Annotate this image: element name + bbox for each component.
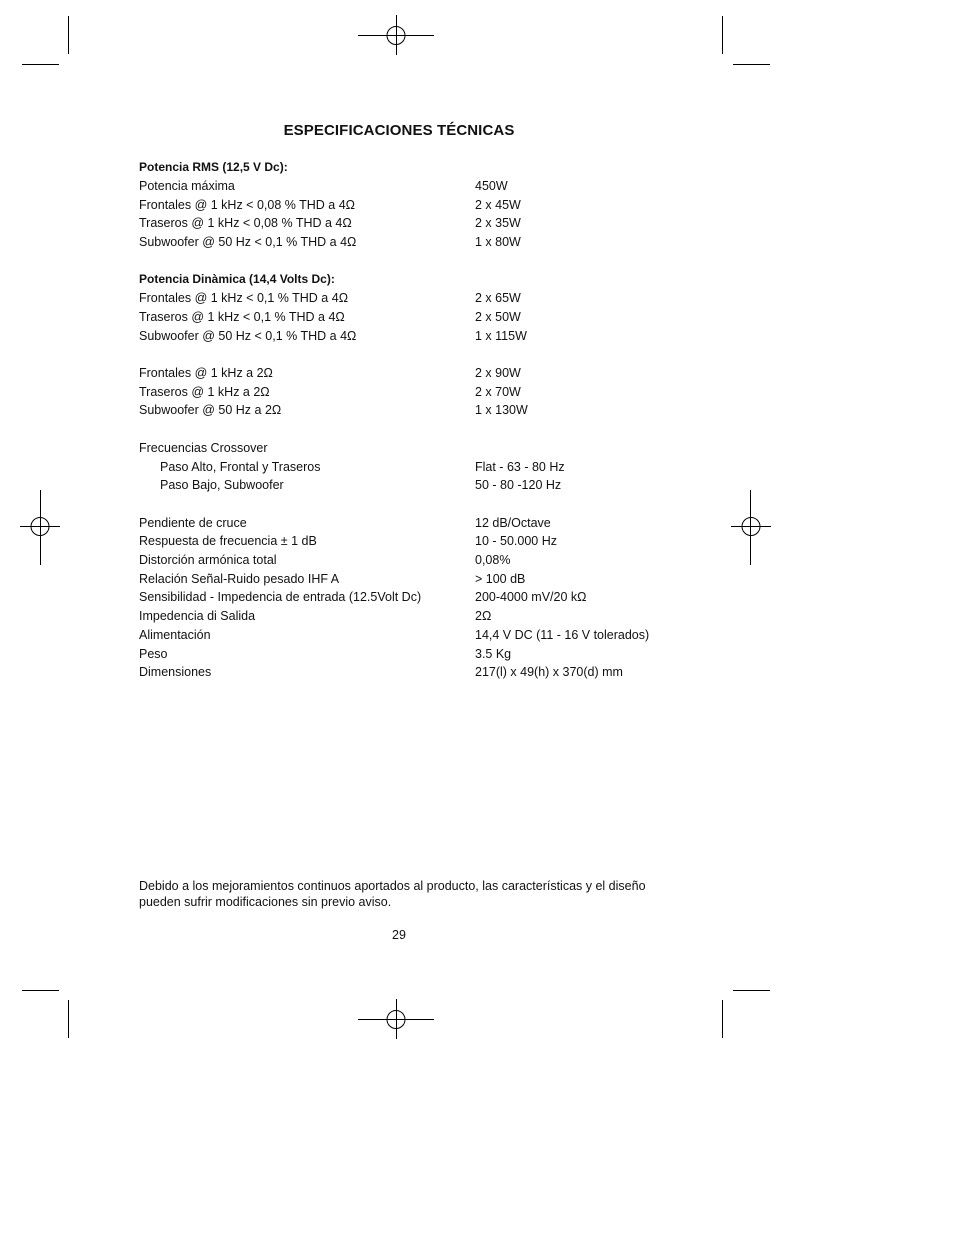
disclaimer-line: Debido a los mejoramientos continuos aportados al producto, las características y el diseño [139, 879, 646, 893]
spec-value: 2 x 65W [475, 291, 521, 305]
spec-row [139, 551, 699, 569]
spec-value: 2Ω [475, 609, 492, 623]
spec-row [139, 532, 699, 550]
spec-label: Pendiente de cruce [139, 516, 247, 530]
spec-row [139, 514, 699, 532]
spec-row [139, 439, 699, 457]
spec-row [139, 401, 699, 419]
spec-value: 450W [475, 179, 508, 193]
spec-row [139, 383, 699, 401]
spec-label: Paso Bajo, Subwoofer [160, 478, 284, 492]
spec-value: 2 x 70W [475, 385, 521, 399]
spec-row [139, 308, 699, 326]
page-title: ESPECIFICACIONES TÉCNICAS [283, 122, 515, 139]
spec-label: Alimentación [139, 628, 211, 642]
spec-label: Traseros @ 1 kHz < 0,08 % THD a 4Ω [139, 216, 352, 230]
spec-value: > 100 dB [475, 572, 526, 586]
spec-value: 2 x 35W [475, 216, 521, 230]
spec-row [139, 607, 699, 625]
section-heading-label: Potencia RMS (12,5 V Dc): [139, 160, 288, 174]
spec-value: 1 x 115W [475, 329, 527, 343]
spec-label: Frontales @ 1 kHz a 2Ω [139, 366, 273, 380]
spec-row [139, 626, 699, 644]
spec-label: Frontales @ 1 kHz < 0,08 % THD a 4Ω [139, 198, 355, 212]
disclaimer-note [139, 879, 679, 910]
spec-value: 12 dB/Octave [475, 516, 551, 530]
spec-row [139, 214, 699, 232]
section-heading [139, 158, 699, 176]
spec-value: 10 - 50.000 Hz [475, 534, 557, 548]
spec-row [139, 570, 699, 588]
spec-row [139, 364, 699, 382]
spec-label: Distorción armónica total [139, 553, 277, 567]
spec-label: Potencia máxima [139, 179, 235, 193]
registration-mark-right [731, 490, 771, 565]
spec-row [139, 663, 699, 681]
spec-row [139, 645, 699, 663]
spec-label: Traseros @ 1 kHz a 2Ω [139, 385, 270, 399]
spec-row [139, 588, 699, 606]
section-heading [139, 270, 699, 288]
spec-value: 217(l) x 49(h) x 370(d) mm [475, 665, 623, 679]
spec-row [139, 327, 699, 345]
spec-label: Subwoofer @ 50 Hz < 0,1 % THD a 4Ω [139, 329, 357, 343]
spec-label: Respuesta de frecuencia ± 1 dB [139, 534, 317, 548]
spec-value: 1 x 80W [475, 235, 521, 249]
spec-value: 14,4 V DC (11 - 16 V tolerados) [475, 628, 650, 642]
spec-label: Subwoofer @ 50 Hz < 0,1 % THD a 4Ω [139, 235, 357, 249]
spec-row [139, 476, 699, 494]
page-number: 29 [392, 928, 406, 942]
spec-label: Frontales @ 1 kHz < 0,1 % THD a 4Ω [139, 291, 349, 305]
spec-value: 2 x 45W [475, 198, 521, 212]
spec-label: Traseros @ 1 kHz < 0,1 % THD a 4Ω [139, 310, 345, 324]
spec-label: Peso [139, 647, 168, 661]
spec-value: 50 - 80 -120 Hz [475, 478, 562, 492]
spec-value: 200-4000 mV/20 kΩ [475, 590, 587, 604]
registration-mark-left [20, 490, 60, 565]
spec-value: 0,08% [475, 553, 511, 567]
spec-value: 2 x 50W [475, 310, 521, 324]
spec-value: 2 x 90W [475, 366, 521, 380]
spec-row [139, 458, 699, 476]
spec-row [139, 233, 699, 251]
registration-mark-top [358, 15, 434, 55]
spec-value: Flat - 63 - 80 Hz [475, 460, 565, 474]
spec-label: Impedencia di Salida [139, 609, 256, 623]
spec-label: Paso Alto, Frontal y Traseros [160, 460, 321, 474]
spec-label: Subwoofer @ 50 Hz a 2Ω [139, 403, 282, 417]
spec-value: 3.5 Kg [475, 647, 512, 661]
spec-row [139, 289, 699, 307]
spec-label: Sensibilidad - Impedencia de entrada (12.5Volt Dc) [139, 590, 422, 604]
spec-value: 1 x 130W [475, 403, 528, 417]
spec-row [139, 177, 699, 195]
spec-label: Frecuencias Crossover [139, 441, 268, 455]
spec-label: Relación Señal-Ruido pesado IHF A [139, 572, 340, 586]
spec-row [139, 196, 699, 214]
spec-label: Dimensiones [139, 665, 212, 679]
disclaimer-line: pueden sufrir modificaciones sin previo aviso. [139, 894, 392, 909]
registration-mark-bottom [358, 999, 434, 1039]
section-heading-label: Potencia Dinàmica (14,4 Volts Dc): [139, 272, 335, 286]
